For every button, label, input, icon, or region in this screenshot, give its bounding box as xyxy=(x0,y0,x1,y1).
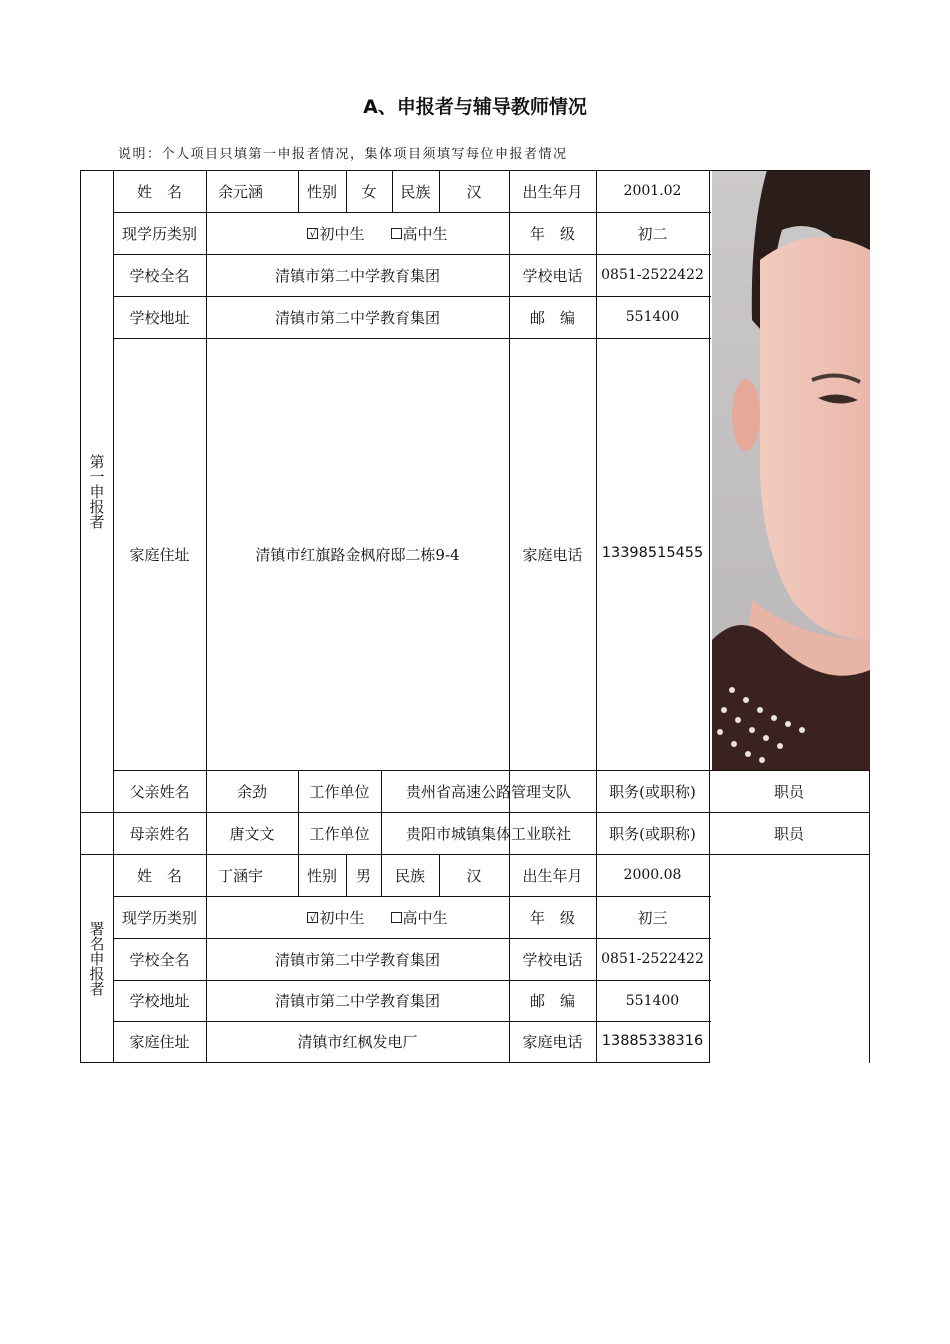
school-phone-value: 0851-2522422 xyxy=(601,267,704,283)
instruction-note: 说明：个人项目只填第一申报者情况，集体项目须填写每位申报者情况 xyxy=(118,147,568,162)
address-label: 学校地址 xyxy=(129,992,190,1010)
father-title-value: 职员 xyxy=(773,782,804,801)
education-options xyxy=(206,896,509,938)
home-value: 清镇市红枫发电厂 xyxy=(297,1033,418,1051)
checkbox-senior-icon[interactable] xyxy=(391,228,402,239)
section-label-first: 第一申报者 xyxy=(87,454,106,529)
option-senior-label: 高中生 xyxy=(402,908,448,927)
page-title: A、申报者与辅导教师情况 xyxy=(363,96,587,118)
address-value: 清镇市第二中学教育集团 xyxy=(274,992,440,1010)
checkbox-junior-icon[interactable]: √ xyxy=(307,228,318,239)
zip-label: 邮 编 xyxy=(529,992,575,1010)
grid-line xyxy=(709,170,710,1063)
home-phone-value: 13398515455 xyxy=(601,545,704,562)
checkbox-senior-icon[interactable] xyxy=(391,912,402,923)
gender-label: 性别 xyxy=(306,182,337,201)
zip-value: 551400 xyxy=(625,992,680,1009)
father-title-label: 职务(或职称) xyxy=(609,782,696,801)
birth-label: 出生年月 xyxy=(522,866,583,885)
zip-value: 551400 xyxy=(625,309,680,325)
home-label: 家庭住址 xyxy=(129,1033,190,1051)
gender-label: 性别 xyxy=(306,866,337,885)
school-value: 清镇市第二中学教育集团 xyxy=(274,266,440,285)
grid-line xyxy=(80,1062,710,1063)
applicant-photo-image xyxy=(712,170,870,770)
education-label: 现学历类别 xyxy=(121,224,197,243)
option-junior-label: 初中生 xyxy=(319,224,365,243)
father-work-label: 工作单位 xyxy=(309,782,370,801)
zip-label: 邮 编 xyxy=(529,308,575,327)
mother-work-value: 贵阳市城镇集体工业联社 xyxy=(405,824,571,843)
ethnicity-value: 汉 xyxy=(466,182,482,201)
grade-label: 年 级 xyxy=(529,224,575,243)
birth-label: 出生年月 xyxy=(522,182,583,201)
education-options xyxy=(206,212,509,254)
father-label: 父亲姓名 xyxy=(129,782,190,801)
ethnicity-label: 民族 xyxy=(394,866,425,885)
father-work-value: 贵州省高速公路管理支队 xyxy=(405,782,571,801)
mother-label: 母亲姓名 xyxy=(129,824,190,843)
mother-title-label: 职务(或职称) xyxy=(609,824,696,843)
school-phone-label: 学校电话 xyxy=(522,950,583,969)
school-phone-value: 0851-2522422 xyxy=(601,951,704,967)
address-value: 清镇市第二中学教育集团 xyxy=(274,308,440,327)
school-value: 清镇市第二中学教育集团 xyxy=(274,950,440,969)
ethnicity-label: 民族 xyxy=(400,182,431,201)
option-senior-label: 高中生 xyxy=(402,224,448,243)
grade-value: 初三 xyxy=(637,908,668,927)
checkbox-junior-icon[interactable]: √ xyxy=(307,912,318,923)
father-value: 余劲 xyxy=(236,782,267,801)
school-phone-label: 学校电话 xyxy=(522,266,583,285)
home-phone-label: 家庭电话 xyxy=(522,1033,583,1051)
name-value: 余元涵 xyxy=(218,182,264,201)
grade-label: 年 级 xyxy=(529,908,575,927)
grade-value: 初二 xyxy=(637,224,668,243)
option-junior-label: 初中生 xyxy=(319,908,365,927)
ethnicity-value: 汉 xyxy=(466,866,482,885)
home-phone-value: 13885338316 xyxy=(601,1032,704,1049)
gender-value: 女 xyxy=(361,182,377,201)
birth-value: 2001.02 xyxy=(623,183,682,199)
mother-value: 唐文文 xyxy=(229,824,275,843)
school-label: 学校全名 xyxy=(129,266,190,285)
name-label: 姓 名 xyxy=(136,866,182,885)
home-value: 清镇市红旗路金枫府邸二栋9-4 xyxy=(255,545,460,564)
name-value: 丁涵宇 xyxy=(218,866,264,885)
name-label: 姓 名 xyxy=(136,182,182,201)
home-phone-label: 家庭电话 xyxy=(522,545,583,564)
applicant-photo xyxy=(712,170,870,770)
address-label: 学校地址 xyxy=(129,308,190,327)
section-label-second: 署名申报者 xyxy=(87,921,106,996)
school-label: 学校全名 xyxy=(129,950,190,969)
mother-title-value: 职员 xyxy=(773,824,804,843)
education-label: 现学历类别 xyxy=(121,908,197,927)
birth-value: 2000.08 xyxy=(623,867,682,883)
home-label: 家庭住址 xyxy=(129,545,190,564)
grid-line xyxy=(869,770,870,1063)
mother-work-label: 工作单位 xyxy=(309,824,370,843)
gender-value: 男 xyxy=(355,866,371,885)
